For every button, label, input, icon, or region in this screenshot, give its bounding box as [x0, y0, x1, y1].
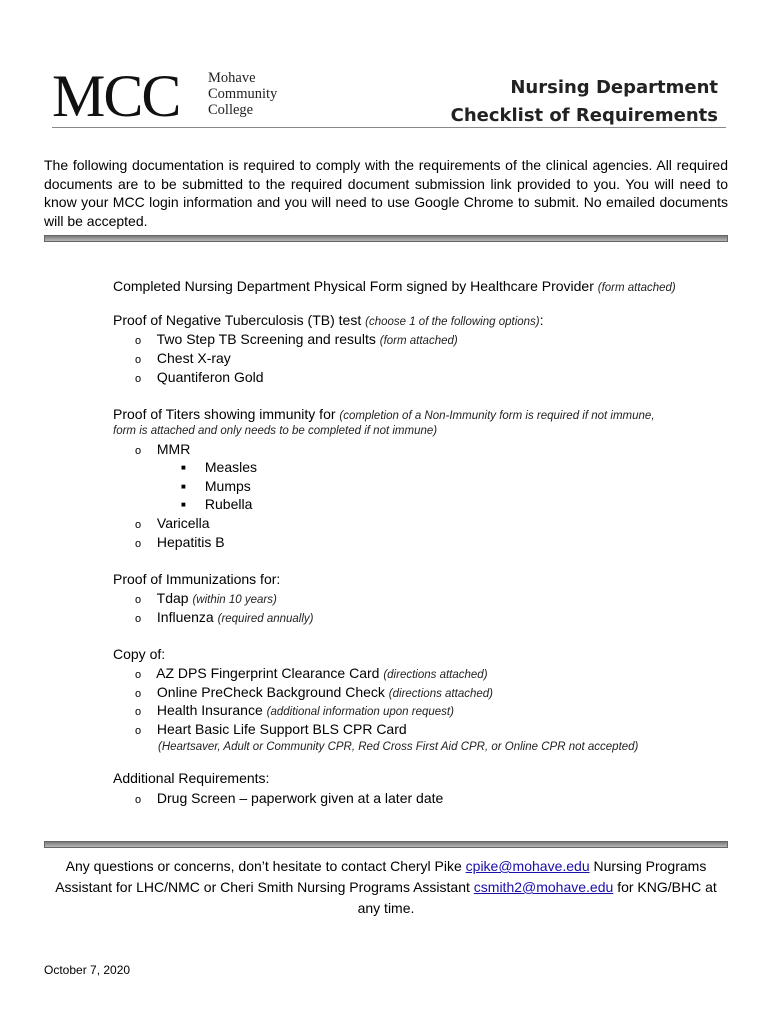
email-link-csmith2[interactable]: csmith2@mohave.edu	[473, 879, 614, 895]
cpr-note: (Heartsaver, Adult or Community CPR, Red Cross First Aid CPR, or Online CPR not accepted)	[158, 741, 639, 753]
intro-paragraph	[44, 156, 728, 230]
footer-divider-bar	[44, 841, 728, 848]
tb-heading-text: Proof of Negative Tuberculosis (TB) test	[113, 312, 362, 328]
email-link-cpike[interactable]: cpike@mohave.edu	[465, 858, 590, 874]
circle-bullet-icon: o	[135, 594, 142, 606]
logo-abbr: MCC	[52, 63, 180, 129]
intro-divider-bar	[44, 235, 728, 242]
copy-fingerprint-card: AZ DPS Fingerprint Clearance Card	[156, 665, 380, 681]
list-item	[135, 789, 443, 809]
titers-heading-text: Proof of Titers showing immunity for	[113, 406, 336, 422]
circle-bullet-icon: o	[135, 335, 142, 347]
list-item	[135, 349, 231, 369]
list-item	[181, 458, 257, 477]
copy-health-insurance: Health Insurance	[156, 702, 263, 718]
logo-name	[208, 70, 277, 118]
circle-bullet-icon: o	[135, 794, 142, 806]
additional-drug-screen: Drug Screen – paperwork given at a later date	[156, 790, 444, 806]
copy-fingerprint-note: (directions attached)	[383, 669, 488, 681]
document-date: October 7, 2020	[44, 963, 131, 977]
footer-text-1: Any questions or concerns, don’t hesitate to contact Cheryl Pike	[65, 858, 462, 874]
list-item	[135, 720, 407, 740]
copies-heading: Copy of:	[113, 646, 166, 662]
intro-text: The following documentation is required to comply with the requirements of the clinical agencies. All required documents are to be submitted to the required document submission link provided to you. You will need to know your MCC login information and you will need to use Google Chrome to submit. No emailed documents will be accepted.	[44, 157, 728, 229]
titer-varicella: Varicella	[156, 515, 210, 531]
copy-background-note: (directions attached)	[388, 688, 493, 700]
tb-heading-colon: :	[539, 312, 544, 328]
circle-bullet-icon: o	[135, 445, 142, 457]
titer-hepatitis-b: Hepatitis B	[156, 534, 225, 550]
circle-bullet-icon: o	[135, 373, 142, 385]
list-item	[135, 440, 190, 460]
tb-heading	[113, 311, 544, 331]
list-item	[135, 608, 314, 628]
titer-measles: Measles	[204, 459, 258, 475]
circle-bullet-icon: o	[135, 613, 142, 625]
copy-insurance-note: (additional information upon request)	[266, 706, 454, 718]
titers-note-2: form is attached and only needs to be completed if not immune)	[113, 425, 438, 437]
footer-text-2: Nursing Programs Assistant for LHC/NMC or Cheri Smith Nursing Programs Assistant	[55, 858, 707, 895]
titer-rubella: Rubella	[204, 496, 253, 512]
titers-note-1: (completion of a Non-Immunity form is required if not immune,	[339, 410, 655, 422]
square-bullet-icon: ■	[181, 500, 186, 510]
circle-bullet-icon: o	[135, 354, 142, 366]
circle-bullet-icon: o	[135, 706, 142, 718]
list-item	[135, 368, 264, 388]
titer-mumps: Mumps	[204, 478, 251, 494]
circle-bullet-icon: o	[135, 725, 142, 737]
physical-form-item	[113, 277, 676, 297]
physical-form-note: (form attached)	[597, 282, 676, 294]
title-line-2: Checklist of Requirements	[450, 105, 718, 126]
mcc-logo	[52, 63, 302, 129]
contact-footer	[44, 856, 728, 919]
tb-option-1-note: (form attached)	[379, 335, 458, 347]
titer-mmr: MMR	[156, 441, 191, 457]
list-item	[135, 330, 458, 350]
tb-option-1: Two Step TB Screening and results	[156, 331, 376, 347]
list-item	[135, 533, 225, 553]
copy-background-check: Online PreCheck Background Check	[156, 684, 385, 700]
list-item	[135, 589, 277, 609]
tb-option-2: Chest X-ray	[156, 350, 231, 366]
list-item	[181, 495, 252, 514]
tb-option-3: Quantiferon Gold	[156, 369, 264, 385]
immunization-influenza-note: (required annually)	[217, 613, 314, 625]
circle-bullet-icon: o	[135, 688, 142, 700]
immunization-tdap: Tdap	[156, 590, 189, 606]
logo-line-1: Mohave	[208, 70, 256, 86]
immunizations-heading: Proof of Immunizations for:	[113, 571, 281, 587]
circle-bullet-icon: o	[135, 519, 142, 531]
circle-bullet-icon: o	[135, 538, 142, 550]
copy-cpr-card: Heart Basic Life Support BLS CPR Card	[156, 721, 407, 737]
additional-heading: Additional Requirements:	[113, 770, 270, 786]
header-divider	[52, 127, 726, 128]
list-item	[135, 683, 493, 703]
title-line-1: Nursing Department	[510, 77, 718, 98]
square-bullet-icon: ■	[181, 482, 186, 492]
immunization-influenza: Influenza	[156, 609, 214, 625]
page-title	[451, 74, 718, 130]
tb-heading-note: (choose 1 of the following options)	[365, 316, 540, 328]
physical-form-text: Completed Nursing Department Physical Form signed by Healthcare Provider	[113, 278, 594, 294]
list-item	[135, 701, 454, 721]
immunization-tdap-note: (within 10 years)	[192, 594, 277, 606]
logo-line-3: College	[208, 102, 254, 118]
list-item	[135, 664, 488, 684]
square-bullet-icon: ■	[181, 463, 186, 473]
list-item	[135, 514, 210, 534]
list-item	[181, 477, 251, 496]
logo-line-2: Community	[208, 86, 278, 102]
circle-bullet-icon: o	[135, 669, 142, 681]
footer-text-3: for KNG/BHC at any time.	[357, 879, 717, 916]
